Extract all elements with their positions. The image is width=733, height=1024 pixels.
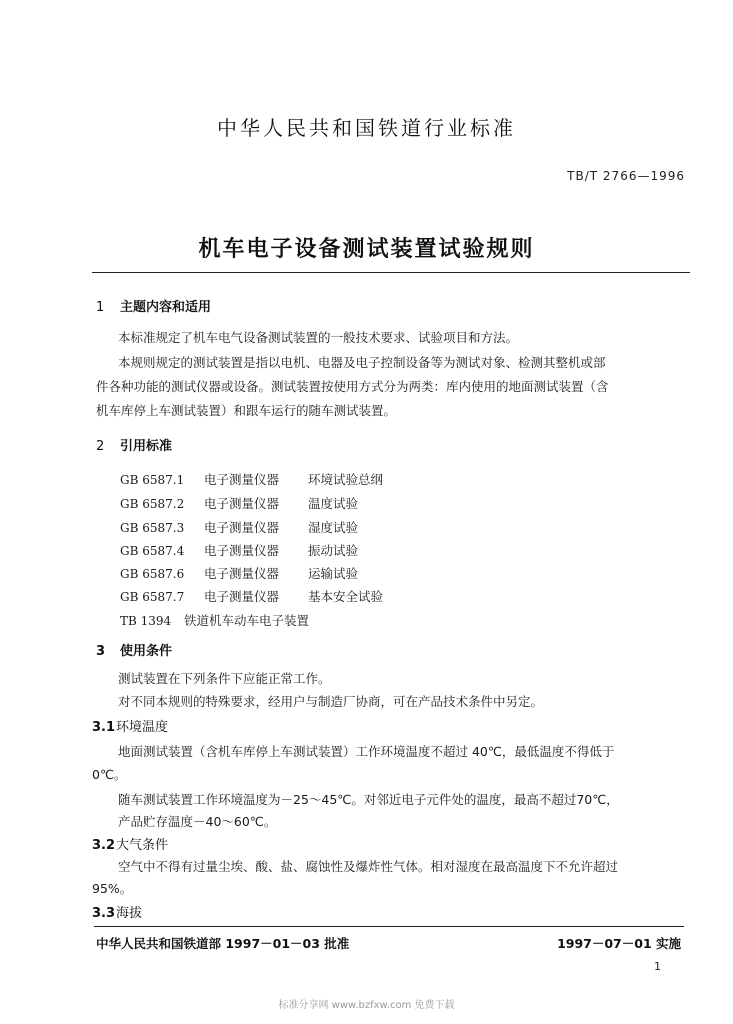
reference-item [120,564,358,582]
reference-item [120,494,358,512]
section-1-paragraph-2-line-3: 机车库停上车测试装置）和跟车运行的随车测试装置。 [96,403,397,418]
reference-category: 电子测量仪器 [204,496,280,511]
reference-category: 电子测量仪器 [204,520,280,535]
site-watermark: 标准分享网 www.bzfxw.com 免费下载 [278,1000,455,1011]
page-number: 1 [654,960,661,973]
section-3-heading [96,640,172,659]
section-1-paragraph-2-line-2: 件各种功能的测试仪器或设备。测试装置按使用方式分为两类：库内使用的地面测试装置（含 [96,379,609,394]
reference-title: 湿度试验 [308,520,359,535]
section-3-1-heading [92,716,168,735]
reference-title: 运输试验 [308,566,359,581]
section-3-1-paragraph-2-line-1: 随车测试装置工作环境温度为－25～45℃。对邻近电子元件处的温度，最高不超过70℃， [118,792,619,807]
reference-title: 温度试验 [308,496,359,511]
section-1-heading [96,296,211,315]
section-3-title: 使用条件 [120,644,173,659]
section-1-paragraph-2-line-1: 本规则规定的测试装置是指以电机、电器及电子控制设备等为测试对象、检测其整机或部 [118,355,606,370]
reference-category: 电子测量仪器 [204,566,280,581]
section-1-paragraph-1: 本标准规定了机车电气设备测试装置的一般技术要求、试验项目和方法。 [118,330,519,345]
section-3-3-heading [92,902,142,921]
section-3-1-paragraph-2-line-2: 产品贮存温度－40～60℃。 [118,814,277,829]
implementation-date: 1997－07－01 实施 [557,936,681,951]
issuing-organization: 中华人民共和国铁道行业标准 [217,116,516,140]
reference-code: GB 6587.4 [120,544,185,558]
section-3-3-title: 海拔 [116,906,143,921]
reference-code: GB 6587.3 [120,521,185,535]
section-3-2-heading [92,834,168,853]
section-3-1-title: 环境温度 [116,720,169,735]
section-3-paragraph-1: 测试装置在下列条件下应能正常工作。 [118,671,331,686]
section-3-2-paragraph-line-2: 95%。 [92,881,133,896]
reference-title: 铁道机车动车电子装置 [184,613,310,628]
section-2-title: 引用标准 [120,439,173,454]
reference-category: 电子测量仪器 [204,543,280,558]
reference-category: 电子测量仪器 [204,589,280,604]
reference-code: GB 6587.7 [120,590,185,604]
footer-divider [94,926,684,927]
section-3-number: 3 [96,644,106,659]
reference-title: 基本安全试验 [308,589,384,604]
reference-category: 电子测量仪器 [204,472,280,487]
standard-code: TB/T 2766—1996 [567,169,685,183]
section-1-number: 1 [96,300,105,315]
reference-item [120,587,383,605]
section-3-3-number: 3.3 [92,906,116,921]
reference-code: GB 6587.6 [120,567,185,581]
title-divider [92,272,690,273]
section-3-1-paragraph-1-line-1: 地面测试装置（含机车库停上车测试装置）工作环境温度不超过 40℃，最低温度不得低于 [118,744,615,759]
reference-item [120,518,358,536]
section-3-1-number: 3.1 [92,720,116,735]
section-3-2-title: 大气条件 [116,838,169,853]
reference-title: 振动试验 [308,543,359,558]
section-2-number: 2 [96,439,105,454]
section-3-1-paragraph-1-line-2: 0℃。 [92,767,127,782]
section-3-2-paragraph-line-1: 空气中不得有过量尘埃、酸、盐、腐蚀性及爆炸性气体。相对湿度在最高温度下不允许超过 [118,859,619,874]
section-3-2-number: 3.2 [92,838,116,853]
document-title: 机车电子设备测试装置试验规则 [198,237,535,262]
reference-code: TB 1394 [120,614,172,628]
section-3-paragraph-2: 对不同本规则的特殊要求，经用户与制造厂协商，可在产品技术条件中另定。 [118,694,544,709]
reference-code: GB 6587.1 [120,473,185,487]
reference-title: 环境试验总纲 [308,472,384,487]
approval-line: 中华人民共和国铁道部 1997－01－03 批准 [96,936,350,951]
reference-code: GB 6587.2 [120,497,185,511]
reference-item [120,470,383,488]
section-2-heading [96,435,172,454]
section-1-title: 主题内容和适用 [120,300,212,315]
reference-item [120,541,358,559]
reference-item-tb [120,611,309,629]
